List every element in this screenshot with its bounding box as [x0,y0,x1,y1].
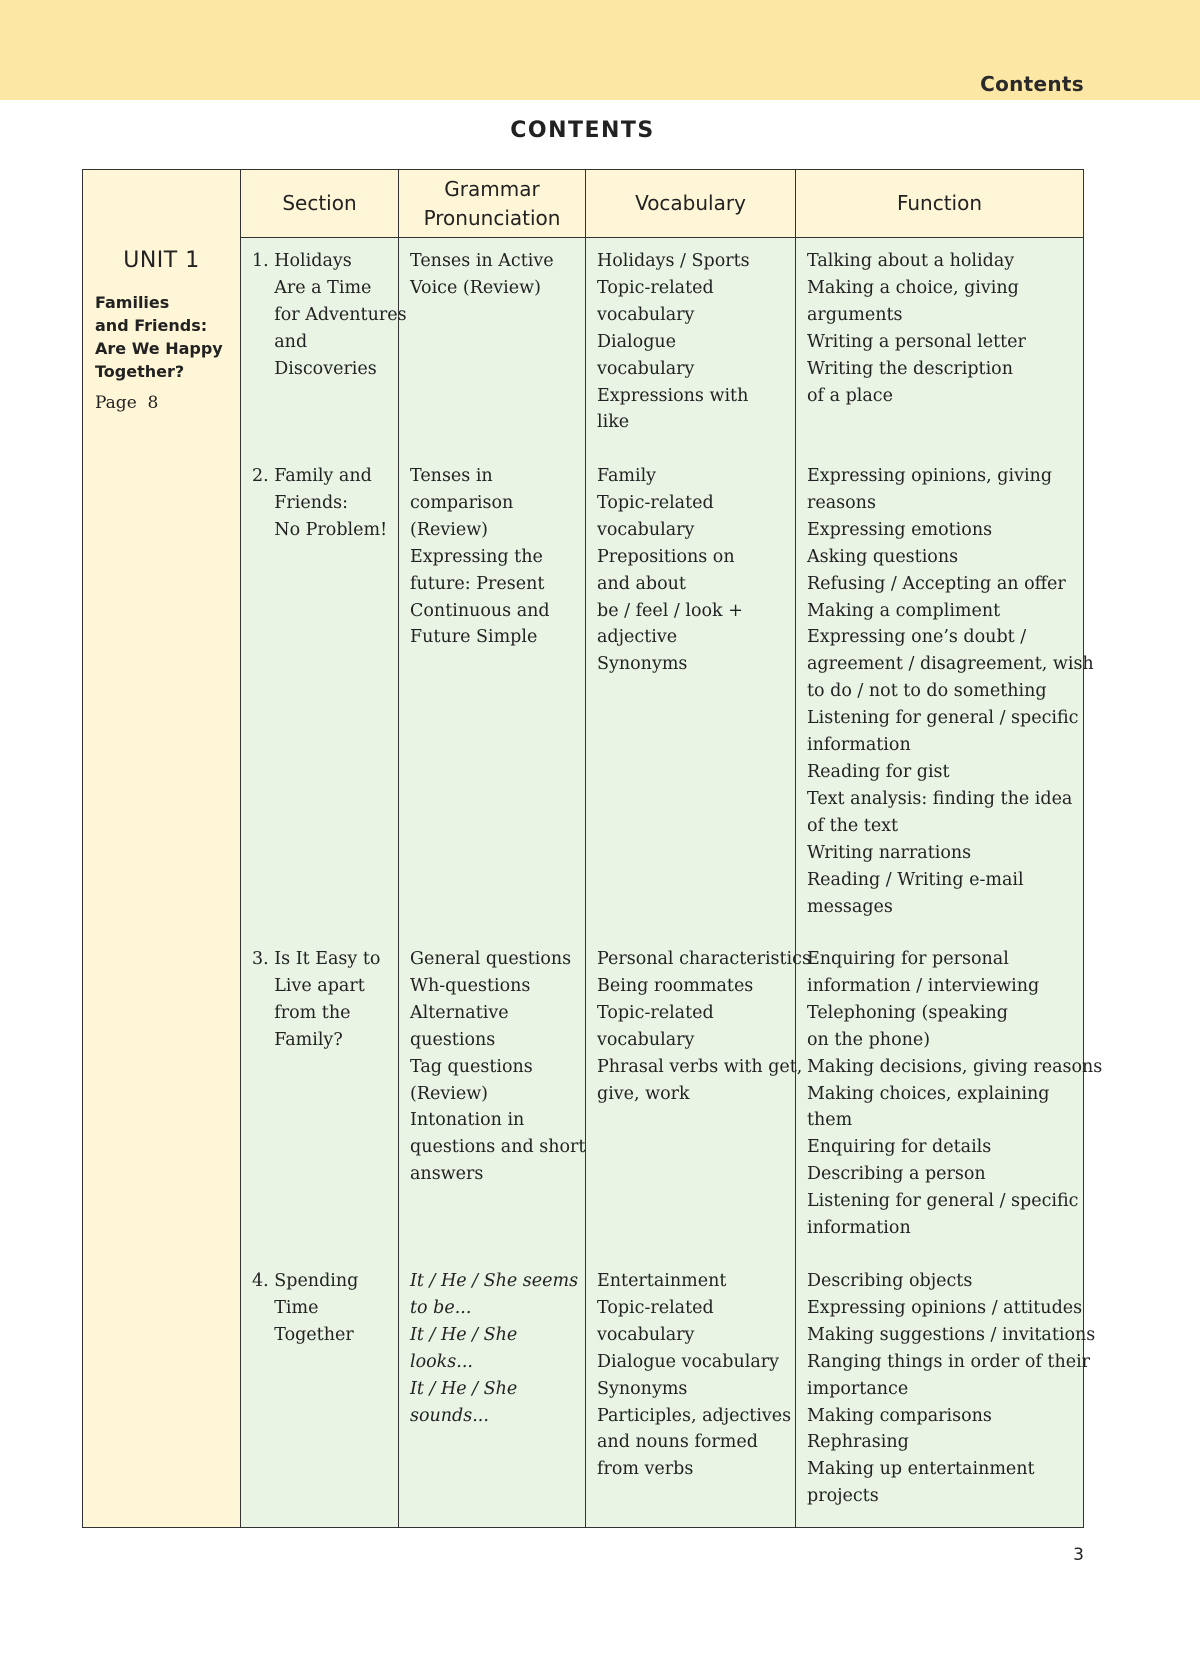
function-column [796,238,1103,1527]
grammar-cell: Tenses in comparison (Review) Expressing the future: Present Continuous and Future Simple [410,466,550,648]
vocabulary-column [586,238,811,1527]
function-cell: Talking about a holiday Making a choice, giving arguments Writing a personal letter Writing the description of a place [807,251,1026,406]
section-cell: 2. Family and Friends: No Problem! [252,466,388,540]
header-vocabulary-label: Vocabulary [635,191,746,215]
header-vocabulary [586,170,796,238]
vocabulary-cell: Family Topic-related vocabulary Prepositions on and about be / feel / look + adjective Synonyms [597,466,743,675]
section-cell: 3. Is It Easy to Live apart from the Family? [252,949,381,1050]
header-section-label: Section [282,191,357,215]
grammar-cell: It / He / She seems to be... It / He / She looks... It / He / She sounds... [410,1271,579,1426]
grammar-cell: General questions Wh-questions Alternative questions Tag questions (Review) Intonation in questions and short answers [410,949,586,1185]
header-section [241,170,399,238]
header-grammar [399,170,586,238]
section-cell: 1. Holidays Are a Time for Adventures and Discoveries [252,251,407,379]
running-header-title: Contents [980,72,1084,96]
contents-table [82,169,1103,1528]
unit-title: UNIT 1 [123,248,200,273]
section-column [241,238,407,1527]
function-cell: Enquiring for personal information / interviewing Telephoning (speaking on the phone) Making decisions, giving reasons Making choices, explaining them Enquiring for details Describing a person Listening for general / specific information [807,949,1103,1239]
grammar-column [399,238,586,1527]
header-grammar-label: Grammar Pronunciation [423,176,561,230]
vocabulary-cell: Entertainment Topic-related vocabulary Dialogue vocabulary Synonyms Participles, adjectives and nouns formed from verbs [597,1271,792,1480]
header-function [796,170,1083,238]
unit-subtitle: Families and Friends: Are We Happy Together? [95,293,223,381]
vocabulary-cell: Holidays / Sports Topic-related vocabulary Dialogue vocabulary Expressions with like [597,251,750,433]
function-cell: Describing objects Expressing opinions / attitudes Making suggestions / invitations Ranging things in order of their importance Making comparisons Rephrasing Making up entertainment projects [807,1271,1096,1507]
grammar-cell: Tenses in Active Voice (Review) [410,251,554,298]
header-function-label: Function [896,191,983,215]
unit-page-reference: Page 8 [95,393,159,413]
function-cell: Expressing opinions, giving reasons Expressing emotions Asking questions Refusing / Accepting an offer Making a compliment Expressing one’s doubt / agreement / disagreement, wish to do / not to do something Listening for general / specific information Reading for gist Text analysis: finding the idea of the text Writing narrations Reading / Writing e-mail messages [807,466,1094,917]
page-number: 3 [1073,1545,1084,1565]
section-cell: 4. Spending Time Together [252,1271,359,1345]
unit-column [83,170,241,1527]
vocabulary-cell: Personal characteristics Being roommates Topic-related vocabulary Phrasal verbs with get, give, work [597,949,811,1104]
page-title: CONTENTS [510,118,655,143]
